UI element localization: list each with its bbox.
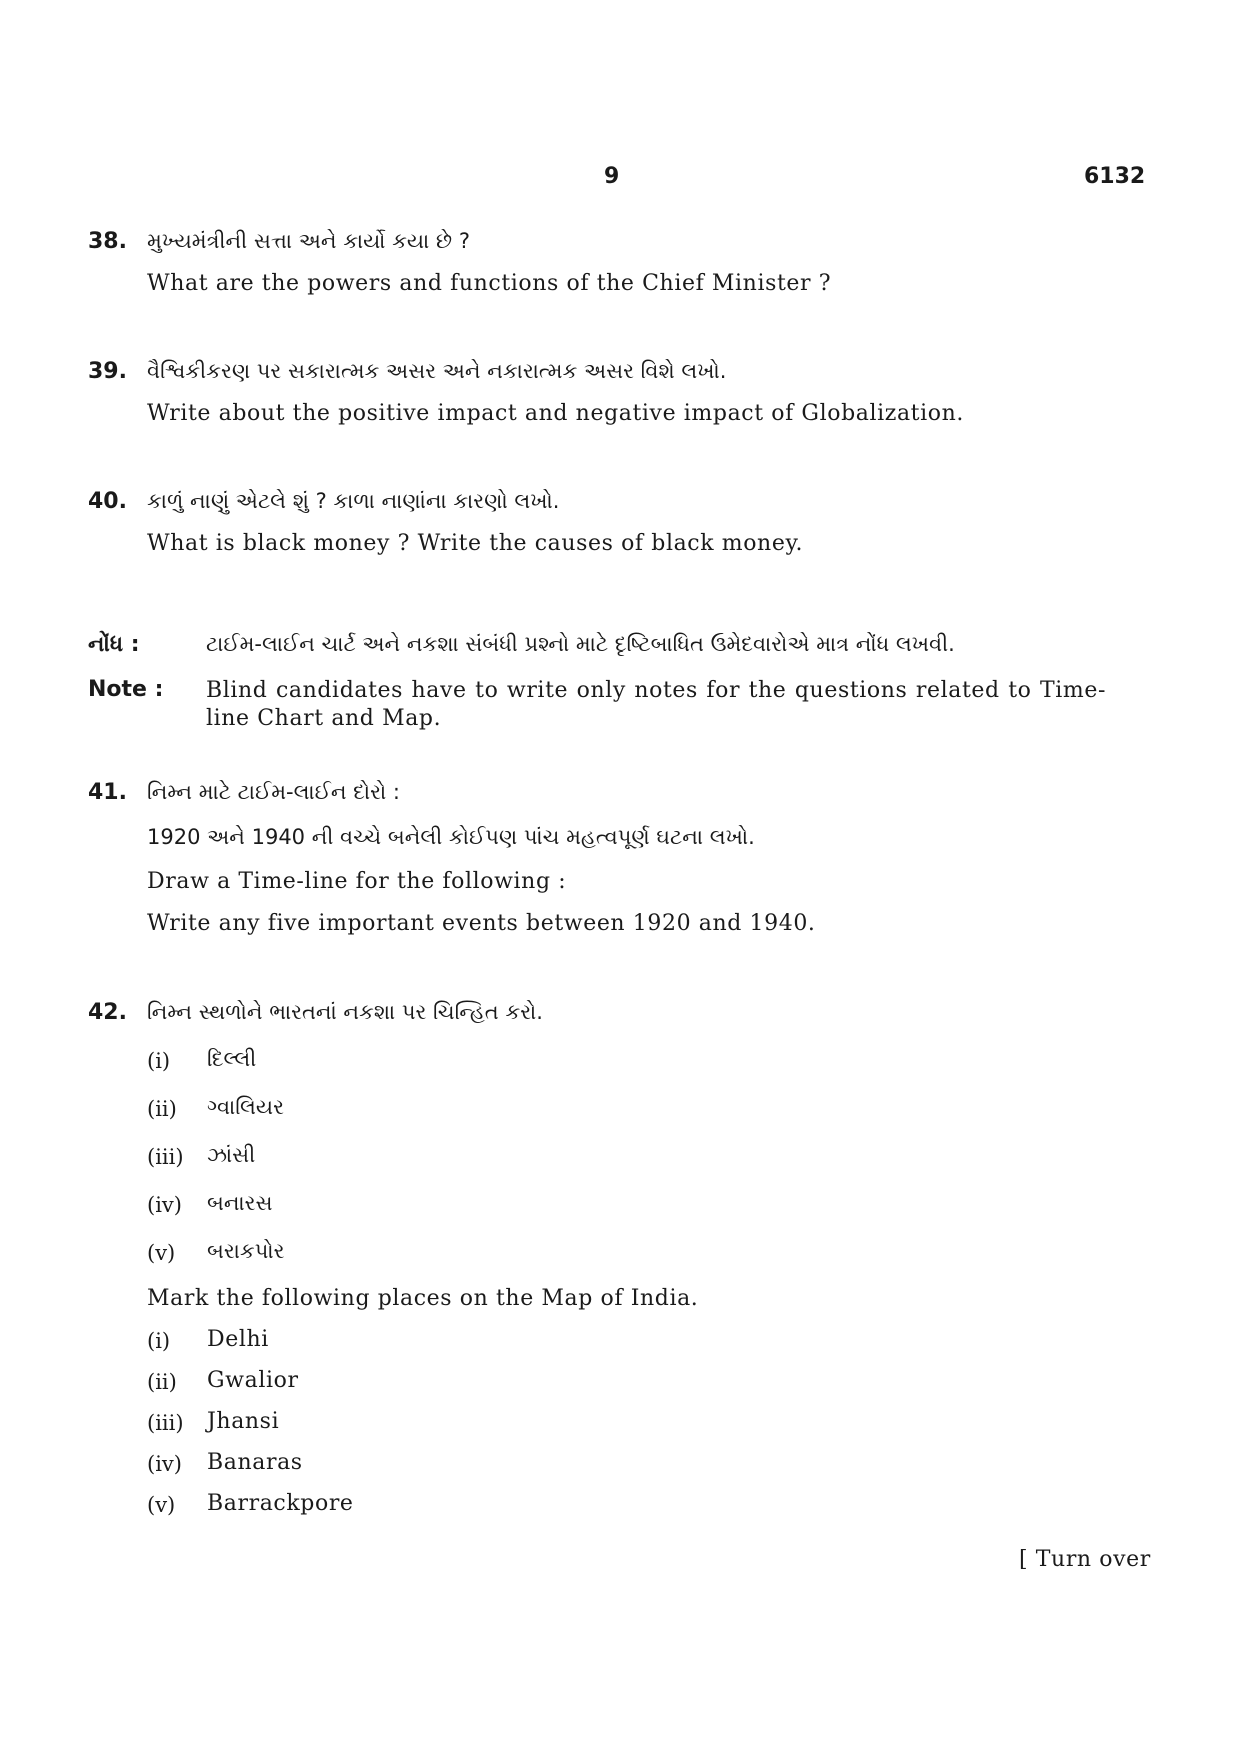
list-item-gujarati: દિલ્લી bbox=[207, 1047, 257, 1071]
question-text-gujarati: મુખ્યમંત્રીની સત્તા અને કાર્યો કયા છે ? bbox=[147, 229, 470, 253]
question-subtext-gujarati: 1920 અને 1940 ની વચ્ચે બનેલી કોઈપણ પાંચ મહત્વપૂર્ણ ઘટના લખો. bbox=[147, 825, 755, 849]
list-item-label: (i) bbox=[147, 1329, 171, 1353]
page-number: 9 bbox=[604, 164, 620, 189]
list-item-label: (ii) bbox=[147, 1097, 177, 1121]
question-number: 38. bbox=[88, 229, 127, 254]
question-text-gujarati: કાળું નાણું એટલે શું ? કાળા નાણાંના કારણો લખો. bbox=[147, 489, 560, 513]
list-item-english: Banaras bbox=[207, 1450, 303, 1475]
note-label-gujarati: નોંધ : bbox=[88, 632, 140, 657]
question-text-gujarati: નિમ્ન સ્થળોને ભારતનાં નકશા પર ચિન્હિત કરો. bbox=[147, 1000, 543, 1024]
paper-code: 6132 bbox=[1084, 164, 1146, 189]
list-item-label: (v) bbox=[147, 1241, 176, 1265]
question-text-gujarati: નિમ્ન માટે ટાઈમ-લાઈન દોરો : bbox=[147, 780, 400, 804]
list-item-label: (iv) bbox=[147, 1452, 182, 1476]
question-text-english: Draw a Time-line for the following : bbox=[147, 869, 567, 894]
question-text-english: Write about the positive impact and negative impact of Globalization. bbox=[147, 401, 964, 426]
list-item-english: Jhansi bbox=[207, 1409, 280, 1434]
question-number: 40. bbox=[88, 489, 127, 514]
list-item-gujarati: બરાકપોર bbox=[207, 1239, 285, 1263]
list-item-label: (v) bbox=[147, 1493, 176, 1517]
question-number: 41. bbox=[88, 780, 127, 805]
turn-over-text: [ Turn over bbox=[1019, 1547, 1151, 1572]
question-text-english: What are the powers and functions of the Chief Minister ? bbox=[147, 271, 832, 296]
list-item-label: (iv) bbox=[147, 1193, 182, 1217]
list-item-label: (iii) bbox=[147, 1411, 184, 1435]
note-text-english: Blind candidates have to write only notes for the questions related to Time-line Chart and Map. bbox=[206, 678, 1106, 731]
list-item-english: Gwalior bbox=[207, 1368, 299, 1393]
note-label-english: Note : bbox=[88, 677, 164, 702]
list-item-gujarati: ઝાંસી bbox=[207, 1143, 256, 1167]
list-item-english: Barrackpore bbox=[207, 1491, 354, 1516]
question-number: 42. bbox=[88, 1000, 127, 1025]
list-item-gujarati: બનારસ bbox=[207, 1191, 273, 1215]
question-subtext-english: Write any five important events between 1920 and 1940. bbox=[147, 911, 816, 936]
note-text-gujarati: ટાઈમ-લાઈન ચાર્ટ અને નકશા સંબંધી પ્રશ્નો માટે દૃષ્ટિબાધિત ઉમેદવારોએ માત્ર નોંધ લખવી. bbox=[206, 632, 955, 656]
list-item-english: Delhi bbox=[207, 1327, 269, 1352]
list-item-label: (iii) bbox=[147, 1145, 184, 1169]
list-item-gujarati: ગ્વાલિયર bbox=[207, 1095, 284, 1119]
question-text-english: Mark the following places on the Map of India. bbox=[147, 1286, 699, 1311]
list-item-label: (ii) bbox=[147, 1370, 177, 1394]
list-item-label: (i) bbox=[147, 1049, 171, 1073]
question-number: 39. bbox=[88, 359, 127, 384]
question-text-english: What is black money ? Write the causes of black money. bbox=[147, 531, 804, 556]
question-text-gujarati: વૈશ્વિકીકરણ પર સકારાત્મક અસર અને નકારાત્મક અસર વિશે લખો. bbox=[147, 359, 727, 383]
